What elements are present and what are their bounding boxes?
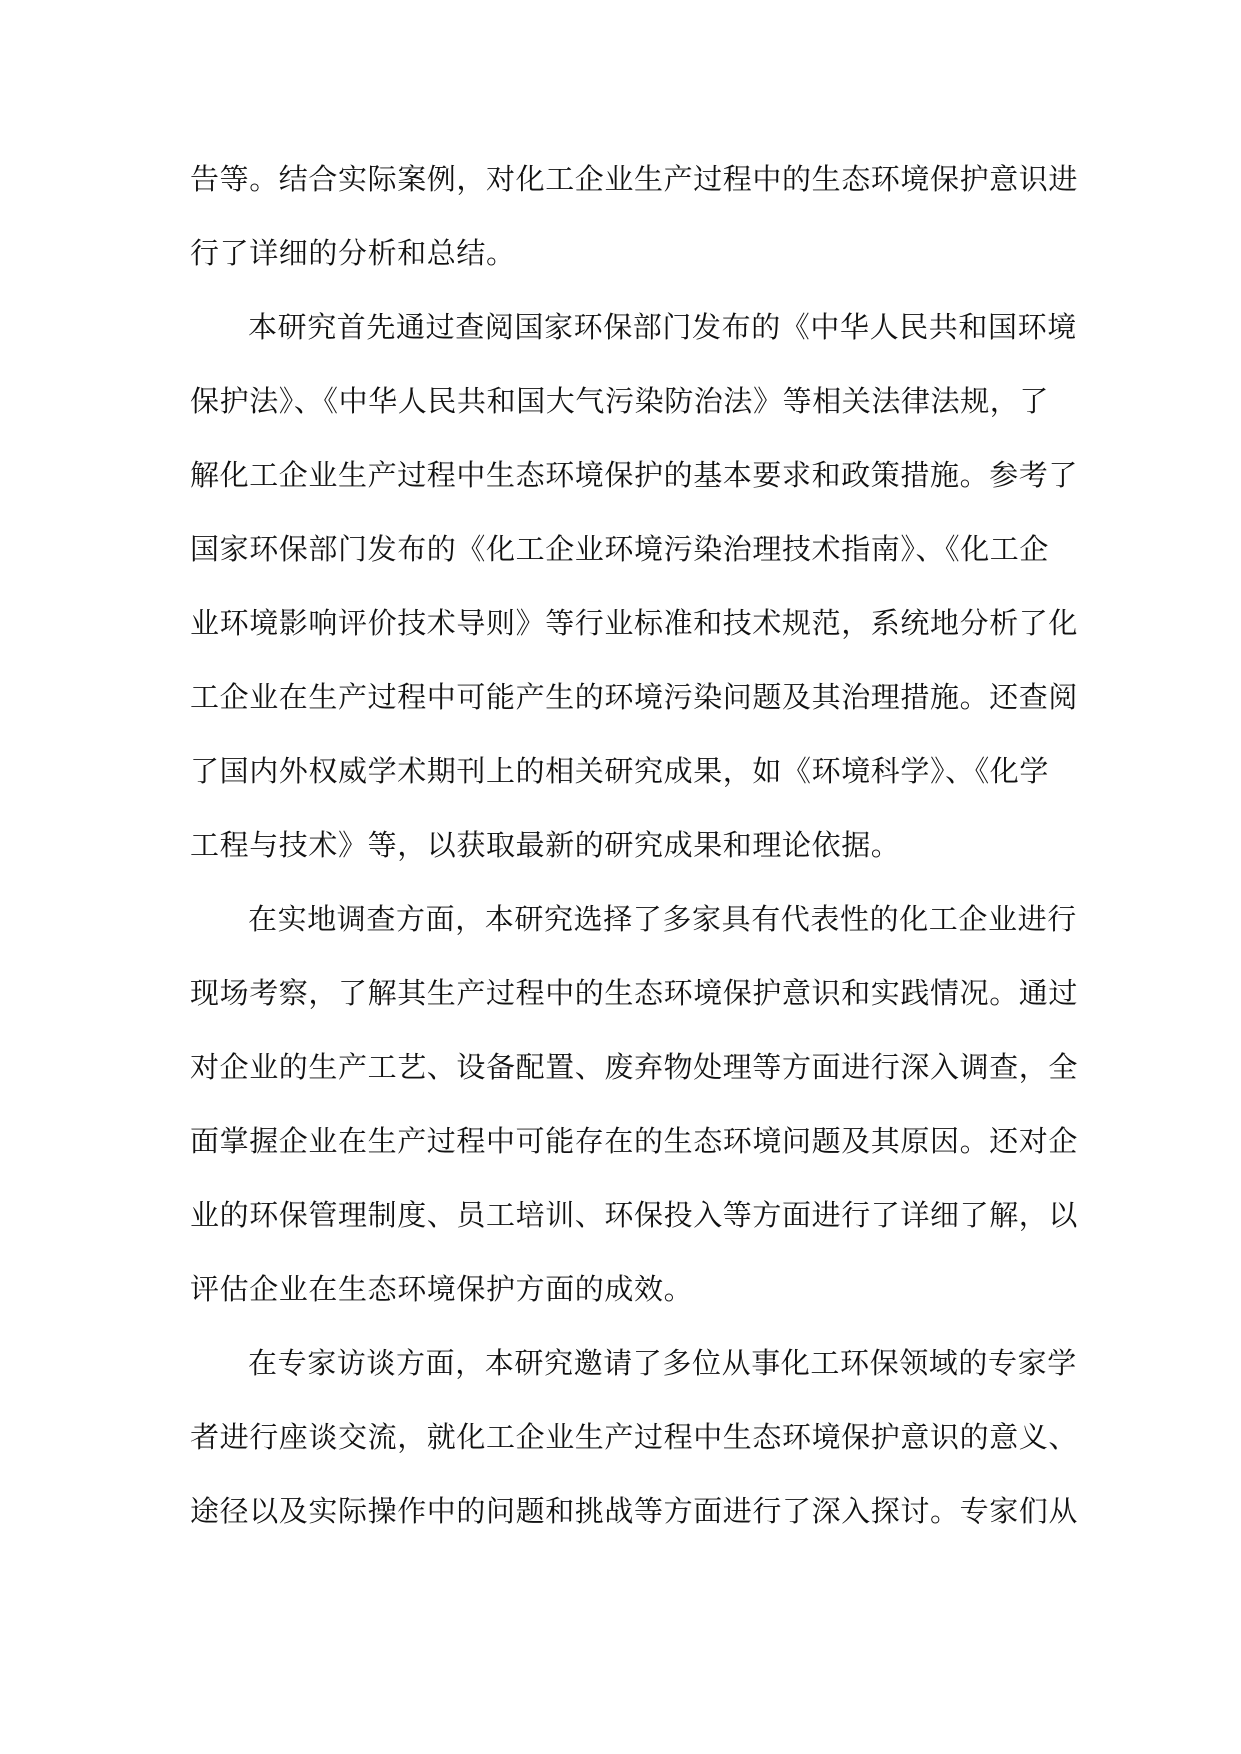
text-line: 者进行座谈交流，就化工企业生产过程中生态环境保护意识的意义、 (190, 1420, 1079, 1454)
paragraph-first-line: 在专家访谈方面，本研究邀请了多位从事化工环保领域的专家学 (248, 1346, 1077, 1380)
text-line: 业环境影响评价技术导则》等行业标准和技术规范，系统地分析了化 (190, 606, 1079, 640)
text-line: 告等。结合实际案例，对化工企业生产过程中的生态环境保护意识进 (190, 162, 1079, 196)
text-line: 保护法》、《中华人民共和国大气污染防治法》等相关法律法规，了 (190, 384, 1050, 418)
body-text (190, 142, 1079, 1548)
paragraph-first-line: 本研究首先通过查阅国家环保部门发布的《中华人民共和国环境 (248, 310, 1077, 344)
text-line: 解化工企业生产过程中生态环境保护的基本要求和政策措施。参考了 (190, 458, 1079, 492)
text-line: 途径以及实际操作中的问题和挑战等方面进行了深入探讨。专家们从 (190, 1494, 1079, 1528)
text-line: 工企业在生产过程中可能产生的环境污染问题及其治理措施。还查阅 (190, 680, 1079, 714)
text-line: 对企业的生产工艺、设备配置、废弃物处理等方面进行深入调查，全 (190, 1050, 1079, 1084)
paragraph-first-line: 在实地调查方面，本研究选择了多家具有代表性的化工企业进行 (248, 902, 1077, 936)
text-line: 行了详细的分析和总结。 (190, 236, 516, 270)
text-line: 面掌握企业在生产过程中可能存在的生态环境问题及其原因。还对企 (190, 1124, 1079, 1158)
text-line: 国家环保部门发布的《化工企业环境污染治理技术指南》、《化工企 (190, 532, 1050, 566)
text-line: 评估企业在生态环境保护方面的成效。 (190, 1272, 694, 1306)
text-line: 业的环保管理制度、员工培训、环保投入等方面进行了详细了解，以 (190, 1198, 1079, 1232)
text-line: 工程与技术》等，以获取最新的研究成果和理论依据。 (190, 828, 901, 862)
text-line: 了国内外权威学术期刊上的相关研究成果，如《环境科学》、《化学 (190, 754, 1050, 788)
text-line: 现场考察，了解其生产过程中的生态环境保护意识和实践情况。通过 (190, 976, 1079, 1010)
